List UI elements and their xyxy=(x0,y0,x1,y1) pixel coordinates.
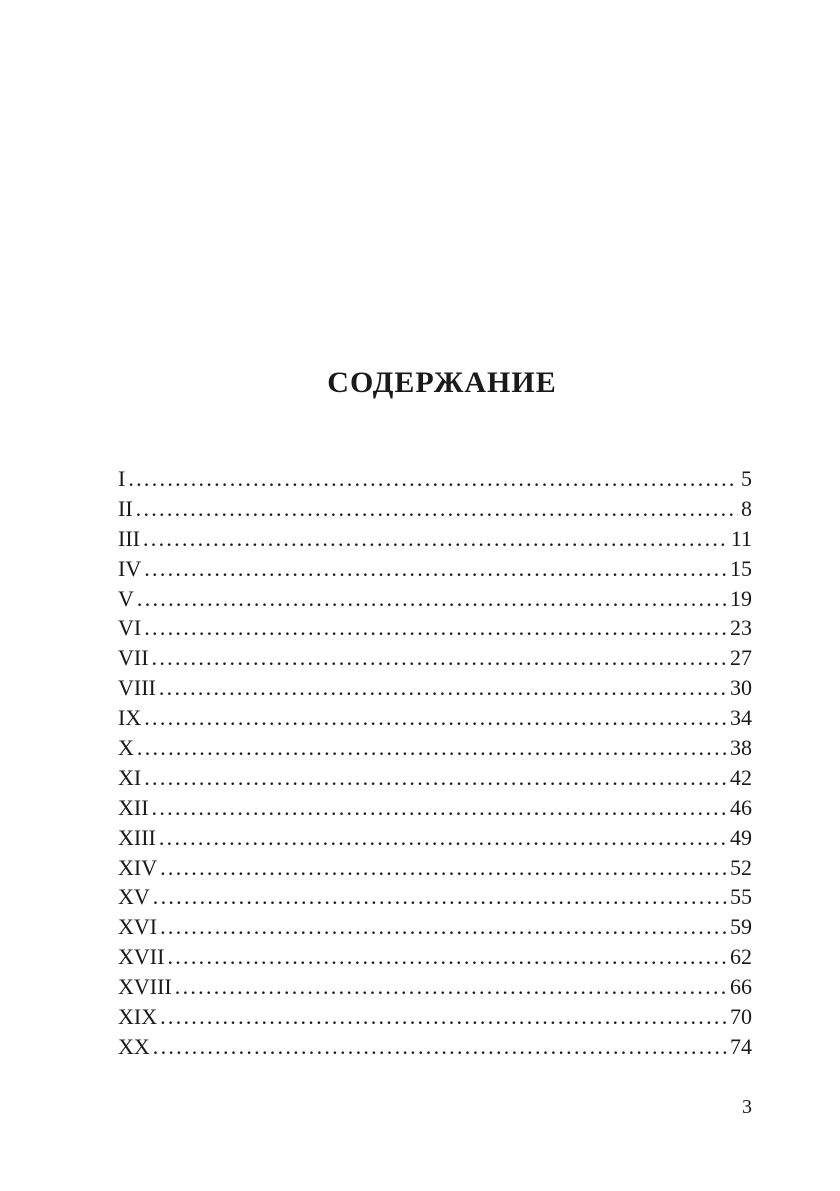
dot-leader xyxy=(160,1002,727,1032)
toc-entry-label: XV xyxy=(118,884,150,910)
toc-entry-page: 52 xyxy=(730,854,752,880)
toc-entry-page: 70 xyxy=(730,1004,752,1030)
toc-entry-page: 30 xyxy=(730,675,752,701)
dot-leader xyxy=(175,972,727,1002)
dot-leader xyxy=(159,673,727,703)
toc-entry[interactable] xyxy=(118,584,752,614)
toc-entry-label: XIV xyxy=(118,854,158,880)
toc-entry-page: 34 xyxy=(730,705,752,731)
toc-entry[interactable] xyxy=(118,823,752,853)
toc-entry-page: 38 xyxy=(730,735,752,761)
toc-entry-page: 62 xyxy=(730,944,752,970)
toc-entry-label: XVIII xyxy=(118,974,172,1000)
toc-entry-label: XIX xyxy=(118,1004,158,1030)
toc-entry-label: I xyxy=(118,466,126,491)
dot-leader xyxy=(136,494,738,524)
toc-entry-label: VII xyxy=(118,645,149,671)
toc-entry-label: XVII xyxy=(118,944,165,970)
toc-entry-page: 74 xyxy=(730,1033,752,1059)
toc-entry[interactable] xyxy=(118,673,752,703)
toc-entry[interactable] xyxy=(118,1032,752,1062)
dot-leader xyxy=(167,942,727,972)
page-number: 3 xyxy=(742,1096,752,1118)
dot-leader xyxy=(137,584,727,614)
toc-entry-page: 49 xyxy=(730,824,752,850)
toc-entry-label: XII xyxy=(118,794,149,820)
toc-entry-page: 19 xyxy=(730,585,752,611)
toc-entry[interactable] xyxy=(118,853,752,883)
toc-entry-page: 15 xyxy=(730,555,752,581)
toc-entry[interactable] xyxy=(118,733,752,763)
toc-entry-label: VIII xyxy=(118,675,156,701)
toc-entry-page: 42 xyxy=(730,764,752,790)
toc-entry[interactable] xyxy=(118,494,752,524)
toc-entry-label: II xyxy=(118,495,133,521)
dot-leader xyxy=(152,793,727,823)
toc-entry[interactable] xyxy=(118,882,752,912)
dot-leader xyxy=(128,464,738,494)
dot-leader xyxy=(144,613,727,643)
toc-entry[interactable] xyxy=(118,942,752,972)
toc-entry[interactable] xyxy=(118,912,752,942)
dot-leader xyxy=(143,524,728,554)
toc-entry[interactable] xyxy=(118,613,752,643)
dot-leader xyxy=(153,1032,727,1062)
toc-entry-page: 8 xyxy=(741,495,752,521)
toc-entry[interactable] xyxy=(118,524,752,554)
dot-leader xyxy=(144,554,727,584)
toc-entry-label: III xyxy=(118,525,140,551)
table-of-contents xyxy=(118,464,752,1062)
toc-entry-label: XIII xyxy=(118,824,156,850)
toc-entry-label: V xyxy=(118,585,134,611)
toc-entry-page: 59 xyxy=(730,914,752,940)
toc-entry[interactable] xyxy=(118,703,752,733)
dot-leader xyxy=(144,763,727,793)
toc-entry-label: IX xyxy=(118,705,142,731)
toc-entry-page: 46 xyxy=(730,794,752,820)
toc-entry[interactable] xyxy=(118,763,752,793)
toc-entry[interactable] xyxy=(118,554,752,584)
toc-entry[interactable] xyxy=(118,643,752,673)
toc-entry-page: 11 xyxy=(730,525,752,551)
toc-entry[interactable] xyxy=(118,1002,752,1032)
toc-entry-page: 5 xyxy=(741,466,752,491)
toc-entry-label: XI xyxy=(118,764,142,790)
toc-entry[interactable] xyxy=(118,464,752,494)
toc-entry-label: XVI xyxy=(118,914,158,940)
toc-entry-page: 55 xyxy=(730,884,752,910)
dot-leader xyxy=(144,703,727,733)
dot-leader xyxy=(137,733,727,763)
page-title: СОДЕРЖАНИЕ xyxy=(327,366,557,399)
dot-leader xyxy=(152,643,727,673)
toc-entry-page: 66 xyxy=(730,974,752,1000)
dot-leader xyxy=(153,882,727,912)
toc-entry-label: VI xyxy=(118,615,142,641)
toc-entry-page: 23 xyxy=(730,615,752,641)
toc-entry-label: X xyxy=(118,735,134,761)
dot-leader xyxy=(159,823,727,853)
toc-entry[interactable] xyxy=(118,793,752,823)
toc-entry-label: IV xyxy=(118,555,142,581)
toc-entry-label: XX xyxy=(118,1033,150,1059)
toc-entry-page: 27 xyxy=(730,645,752,671)
dot-leader xyxy=(160,912,727,942)
dot-leader xyxy=(160,853,727,883)
toc-entry[interactable] xyxy=(118,972,752,1002)
